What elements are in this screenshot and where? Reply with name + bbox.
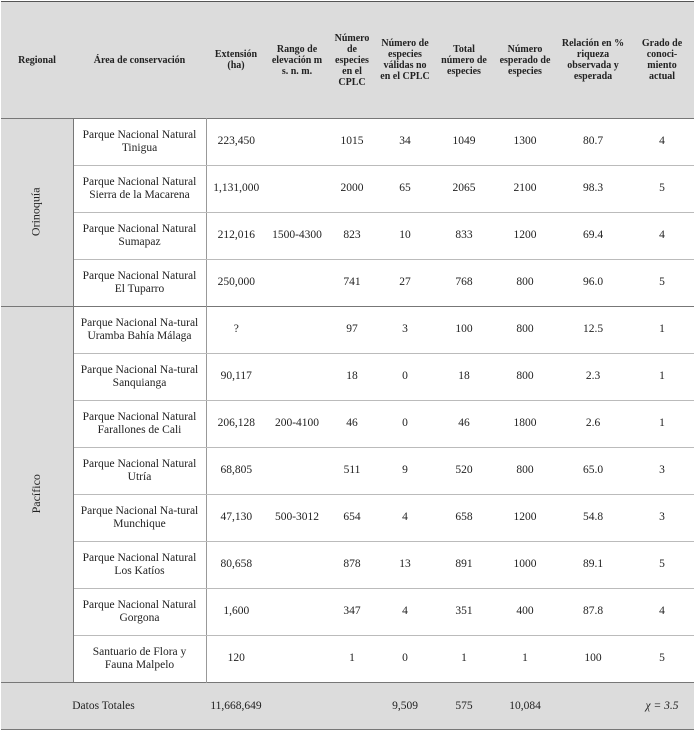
- cell-total: 891: [434, 542, 494, 589]
- header-row: [1, 2, 694, 119]
- table-row: [1, 213, 694, 260]
- table-row: [1, 260, 694, 307]
- park-name: Parque Nacional Na-tural Sanquianga: [73, 354, 206, 401]
- cell-extension: 206,128: [206, 401, 266, 448]
- cell-no-cplc: 27: [399, 276, 411, 289]
- cell-relacion: 98.3: [556, 166, 630, 213]
- cell-relacion: 87.8: [556, 589, 630, 636]
- header-rango: Rango de elevación m s. n. m.: [266, 2, 328, 119]
- park-name: Parque Nacional Na-tural Munchique: [73, 495, 206, 542]
- cell-rango: [266, 448, 328, 495]
- cell-cplc: 823: [328, 213, 376, 260]
- cell-cplc: 2000: [328, 166, 376, 213]
- cell-grado: 5: [630, 166, 694, 213]
- cell-esperado: 1200: [494, 495, 556, 542]
- cell-grado: 5: [630, 542, 694, 589]
- cell-no-cplc: 9: [376, 448, 434, 495]
- cell-cplc: 18: [328, 354, 376, 401]
- cell-no-cplc: 4: [376, 495, 434, 542]
- cell-total: 768: [455, 276, 473, 289]
- header-extension: Extensión (ha): [206, 2, 266, 119]
- cell-rango: 500-3012: [266, 495, 328, 542]
- cell-extension: 80,658: [206, 542, 266, 589]
- cell-no-cplc: 3: [376, 307, 434, 354]
- cell-esperado: 800: [494, 448, 556, 495]
- cell-extension: 1,131,000: [206, 166, 266, 213]
- cell-relacion: 2.3: [556, 354, 630, 401]
- cell-total: 1049: [434, 119, 494, 166]
- cell-extension: 223,450: [206, 119, 266, 166]
- cell-rango: [266, 589, 328, 636]
- cell-cplc: 654: [328, 495, 376, 542]
- cell-grado: 1: [630, 354, 694, 401]
- cell-extension: 68,805: [206, 448, 266, 495]
- table-row: [1, 307, 694, 354]
- totals-extension: 11,668,649: [206, 683, 266, 730]
- cell-total: 351: [434, 589, 494, 636]
- totals-esperado: 10,084: [494, 683, 556, 730]
- park-name: Parque Nacional Natural Gorgona: [73, 589, 206, 636]
- header-area: Área de conservación: [73, 2, 206, 119]
- park-name: Parque Nacional Natural Tinigua: [73, 119, 206, 166]
- totals-cplc: [328, 683, 376, 730]
- totals-label: Datos Totales: [1, 683, 206, 730]
- cell-cplc: 511: [328, 448, 376, 495]
- cell-relacion: 100: [584, 652, 602, 665]
- cell-esperado: 2100: [494, 166, 556, 213]
- totals-rango: [266, 683, 328, 730]
- region-cell: [1, 307, 73, 683]
- cell-cplc: 741: [343, 276, 361, 289]
- cell-cplc: 46: [328, 401, 376, 448]
- header-relacion: Relación en % riqueza observada y esperada: [556, 2, 630, 119]
- cell-grado: 1: [630, 401, 694, 448]
- cell-no-cplc: 0: [376, 401, 434, 448]
- cell-extension: 1,600: [206, 589, 266, 636]
- cell-total: 46: [434, 401, 494, 448]
- cell-extension: ?: [206, 307, 266, 354]
- cell-cplc: 347: [328, 589, 376, 636]
- cell-no-cplc: 0: [376, 354, 434, 401]
- totals-row: [1, 683, 694, 730]
- table-row: [1, 354, 694, 401]
- cell-grado: 4: [630, 213, 694, 260]
- cell-cplc: 97: [328, 307, 376, 354]
- cell-total: 100: [434, 307, 494, 354]
- park-name: Parque Nacional Natural Sierra de la Macarena: [73, 166, 206, 213]
- park-name: Parque Nacional Natural El Tuparro: [73, 260, 206, 307]
- cell-cplc: 878: [328, 542, 376, 589]
- table-row: [1, 448, 694, 495]
- cell-grado: 4: [630, 589, 694, 636]
- region-cell: [1, 119, 73, 307]
- table-row: [1, 119, 694, 166]
- table-row: [1, 589, 694, 636]
- cell-relacion: 12.5: [556, 307, 630, 354]
- park-name: Parque Nacional Na-tural Uramba Bahía Málaga: [73, 307, 206, 354]
- cell-esperado: 1: [522, 652, 528, 665]
- cell-grado: 3: [630, 495, 694, 542]
- cell-cplc: 1015: [328, 119, 376, 166]
- cell-extension: 90,117: [206, 354, 266, 401]
- totals-relacion: [556, 683, 630, 730]
- cell-no-cplc: 34: [376, 119, 434, 166]
- header-total: Total número de especies: [434, 2, 494, 119]
- cell-relacion: 96.0: [582, 276, 604, 289]
- park-name: Parque Nacional Natural Los Katíos: [73, 542, 206, 589]
- cell-extension: 120: [227, 652, 245, 665]
- cell-total: 520: [434, 448, 494, 495]
- cell-relacion: 69.4: [556, 213, 630, 260]
- park-name: Parque Nacional Natural Sumapaz: [73, 213, 206, 260]
- cell-rango: [266, 119, 328, 166]
- table-row: [1, 166, 694, 213]
- cell-rango: [266, 260, 328, 307]
- cell-relacion: 2.6: [556, 401, 630, 448]
- park-name: Parque Nacional Natural Utría: [73, 448, 206, 495]
- header-grado: Grado de conoci-miento actual: [630, 2, 694, 119]
- cell-esperado: 400: [494, 589, 556, 636]
- cell-no-cplc: 4: [376, 589, 434, 636]
- cell-esperado: 1200: [494, 213, 556, 260]
- cell-relacion: 80.7: [556, 119, 630, 166]
- cell-grado: 5: [659, 652, 665, 665]
- cell-cplc: 1: [349, 652, 355, 665]
- cell-esperado: 1000: [494, 542, 556, 589]
- region-label: Pacífico: [28, 474, 43, 514]
- cell-rango: 200-4100: [266, 401, 328, 448]
- cell-relacion: 65.0: [556, 448, 630, 495]
- table-body: [1, 119, 694, 683]
- cell-rango: [266, 636, 328, 683]
- cell-total: 658: [434, 495, 494, 542]
- cell-esperado: 800: [494, 354, 556, 401]
- cell-rango: [266, 307, 328, 354]
- header-num-no-cplc: Número de especies válidas no en el CPLC: [376, 2, 434, 119]
- cell-extension: 212,016: [206, 213, 266, 260]
- cell-extension: 250,000: [217, 276, 255, 289]
- cell-no-cplc: 0: [402, 652, 408, 665]
- table-row: [1, 401, 694, 448]
- totals-total: 575: [434, 683, 494, 730]
- cell-relacion: 54.8: [556, 495, 630, 542]
- cell-rango: [266, 354, 328, 401]
- cell-relacion: 89.1: [556, 542, 630, 589]
- table-row: [1, 542, 694, 589]
- table-row: [1, 636, 694, 683]
- cell-esperado: 800: [494, 307, 556, 354]
- cell-no-cplc: 10: [376, 213, 434, 260]
- cell-no-cplc: 65: [376, 166, 434, 213]
- cell-total: 18: [434, 354, 494, 401]
- cell-rango: 1500-4300: [266, 213, 328, 260]
- cell-esperado: 1800: [494, 401, 556, 448]
- cell-rango: [266, 166, 328, 213]
- cell-rango: [266, 542, 328, 589]
- cell-total: 2065: [434, 166, 494, 213]
- cell-esperado: 1300: [494, 119, 556, 166]
- region-label: Orinoquía: [29, 187, 43, 237]
- table-row: [1, 495, 694, 542]
- cell-extension: 47,130: [206, 495, 266, 542]
- header-esperado: Número esperado de especies: [494, 2, 556, 119]
- cell-grado: 1: [630, 307, 694, 354]
- cell-no-cplc: 13: [376, 542, 434, 589]
- cell-total: 1: [461, 652, 467, 665]
- park-name: Santuario de Flora y Fauna Malpelo: [73, 636, 206, 683]
- totals-no-cplc: 9,509: [376, 683, 434, 730]
- header-regional: Regional: [1, 2, 73, 119]
- species-table: [1, 1, 694, 730]
- cell-total: 833: [434, 213, 494, 260]
- totals-grado: χ = 3.5: [630, 683, 694, 730]
- cell-esperado: 800: [516, 276, 534, 289]
- park-name: Parque Nacional Natural Farallones de Cali: [73, 401, 206, 448]
- header-num-cplc: Número de especies en el CPLC: [328, 2, 376, 119]
- cell-grado: 5: [659, 276, 665, 289]
- cell-grado: 3: [630, 448, 694, 495]
- cell-grado: 4: [630, 119, 694, 166]
